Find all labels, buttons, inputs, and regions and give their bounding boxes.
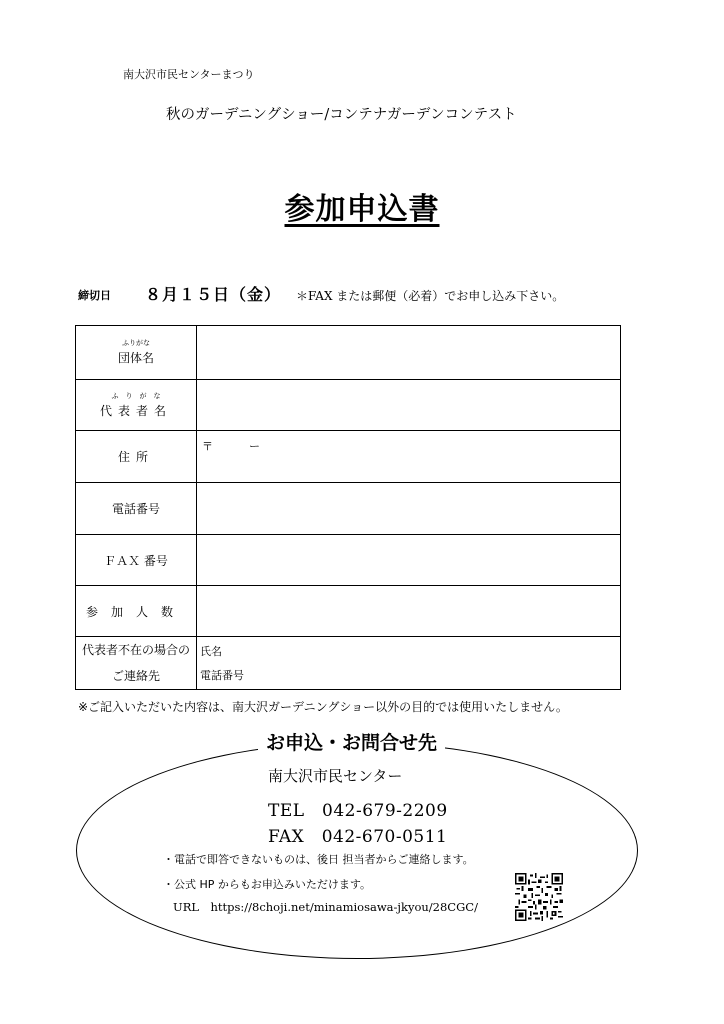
group-name-field[interactable] xyxy=(197,326,621,380)
deadline-date: ８月１５日（金） xyxy=(145,285,282,304)
postal-mark: 〒 xyxy=(202,440,213,453)
contact-note-callback: ・電話で即答できないものは、後日 担当者からご連絡します。 xyxy=(163,853,474,866)
address-label-cell xyxy=(76,431,197,483)
contact-note-online: ・公式 HP からもお申込みいただけます。 xyxy=(163,878,372,891)
alt-contact-label-line2: ご連絡先 xyxy=(111,669,160,683)
address-label: 住所 xyxy=(117,450,154,464)
fax-label: ＦＡＸ 番号 xyxy=(104,553,168,568)
form-row-fax xyxy=(76,535,621,586)
address-field[interactable] xyxy=(197,431,621,483)
group-name-label-cell xyxy=(76,326,197,380)
form-row-alt-contact xyxy=(76,637,621,690)
form-row-participants xyxy=(76,586,621,637)
alt-contact-field[interactable] xyxy=(197,637,621,690)
participants-label: 参加人数 xyxy=(85,604,186,619)
representative-label-cell xyxy=(76,380,197,431)
postal-dash: ー xyxy=(249,440,260,453)
qr-code-icon[interactable] xyxy=(515,873,563,921)
deadline-label: 締切日 xyxy=(78,289,111,302)
phone-label: 電話番号 xyxy=(111,502,160,516)
contact-tel: TEL 042-679-2209 xyxy=(268,801,448,821)
application-form-table xyxy=(75,325,621,690)
form-row-representative xyxy=(76,380,621,431)
organization-name: 南大沢市民センターまつり xyxy=(123,68,255,81)
form-row-group-name xyxy=(76,326,621,380)
group-name-label: 団体名 xyxy=(117,351,154,365)
contact-heading: お申込・お問合せ先 xyxy=(258,728,445,755)
participants-label-cell xyxy=(76,586,197,637)
form-row-address xyxy=(76,431,621,483)
phone-field[interactable] xyxy=(197,483,621,535)
representative-label: 代表者名 xyxy=(99,403,172,418)
contact-center-name: 南大沢市民センター xyxy=(268,767,403,785)
group-name-ruby: ふりがな xyxy=(122,339,150,347)
fax-field[interactable] xyxy=(197,535,621,586)
participants-field[interactable] xyxy=(197,586,621,637)
contact-url[interactable]: URL https://8choji.net/minamiosawa-jkyou/28CGC/ xyxy=(173,900,478,914)
representative-field[interactable] xyxy=(197,380,621,431)
form-row-phone xyxy=(76,483,621,535)
alt-contact-label-cell xyxy=(76,637,197,690)
alt-contact-label-line1: 代表者不在の場合の xyxy=(81,643,190,657)
event-title: 秋のガーデニングショー/コンテナガーデンコンテスト xyxy=(166,107,517,123)
alt-contact-phone-label: 電話番号 xyxy=(200,669,244,682)
contact-fax: FAX 042-670-0511 xyxy=(268,827,448,847)
fax-label-cell xyxy=(76,535,197,586)
form-title: 参加申込書 xyxy=(284,192,440,227)
alt-contact-name-label: 氏名 xyxy=(200,645,222,658)
deadline-note: ＊FAX または郵便（必着）でお申し込み下さい。 xyxy=(296,289,565,303)
representative-ruby: ふ り が な xyxy=(111,391,161,400)
privacy-note: ※ご記入いただいた内容は、南大沢ガーデニングショー以外の目的では使用いたしません。 xyxy=(78,700,568,714)
phone-label-cell xyxy=(76,483,197,535)
